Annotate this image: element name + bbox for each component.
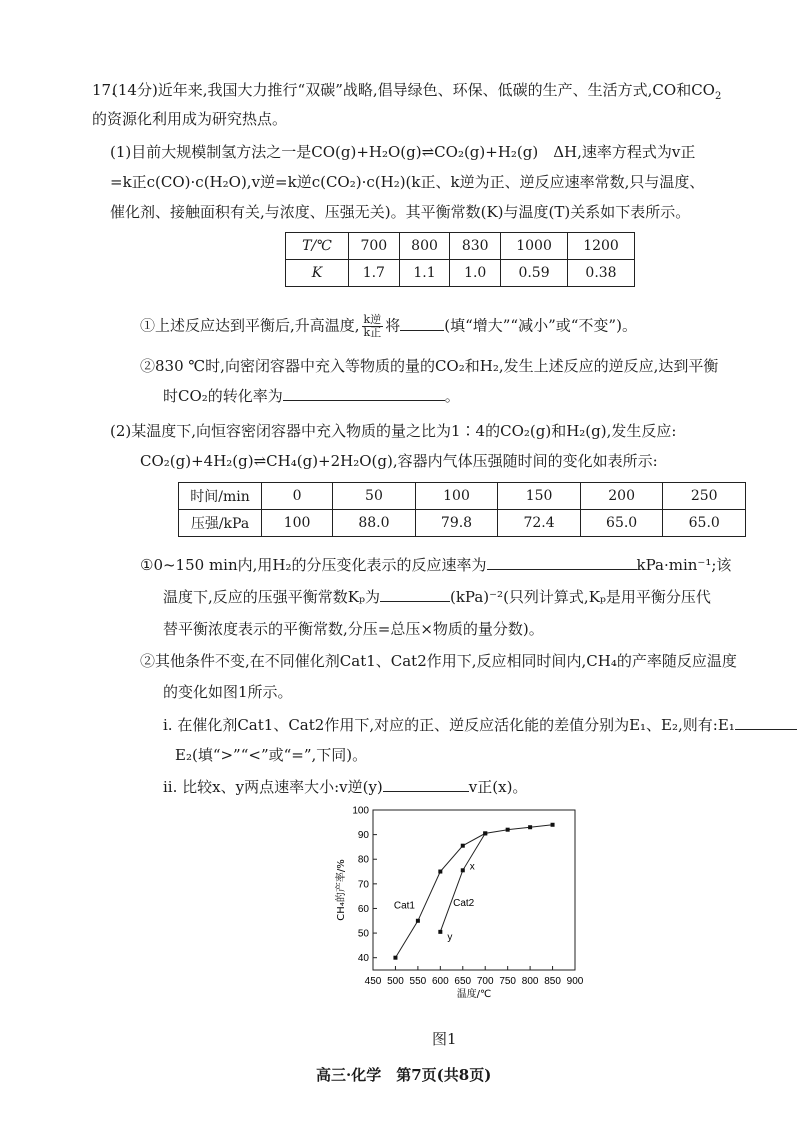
data-point-cat1 <box>461 844 465 848</box>
answer-blank[interactable] <box>283 386 445 401</box>
data-point-cat1 <box>528 825 532 829</box>
data-point-cat1 <box>393 956 397 960</box>
table-cell: 1.0 <box>450 260 501 287</box>
pressure-time-table <box>178 482 746 537</box>
y-tick-label: 90 <box>357 830 369 842</box>
table-cell: 150 <box>498 483 581 510</box>
y-tick-label: 60 <box>357 903 369 915</box>
table-cell: 65.0 <box>663 510 746 537</box>
data-point-cat1 <box>438 870 442 874</box>
data-point-cat1 <box>551 823 555 827</box>
sub-question-i-line-1: i. 在催化剂Cat1、Cat2作用下,对应的正、逆反应活化能的差值分别为E₁、E₂,则有:E₁ <box>163 715 797 735</box>
intro-line-1: (14分)近年来,我国大力推行“双碳”战略,倡导绿色、环保、低碳的生产、生活方式,CO和$CO_2$ <box>112 81 722 102</box>
series-line-cat1 <box>395 825 552 958</box>
series-label-cat1: Cat1 <box>393 900 415 912</box>
table-cell: 0.38 <box>568 260 635 287</box>
table-cell: 100 <box>262 510 333 537</box>
x-tick-label: 850 <box>544 976 561 987</box>
table-cell: 1.1 <box>399 260 450 287</box>
x-tick-label: 700 <box>476 976 494 987</box>
point-label-y: y <box>447 931 453 943</box>
table-row-label: 压强/kPa <box>179 510 262 537</box>
y-tick-label: 80 <box>357 854 369 866</box>
table-cell: 800 <box>399 233 450 260</box>
point-label-x: x <box>469 861 475 873</box>
figure-caption: 图1 <box>432 1030 457 1048</box>
part1-line-2: =k正c(CO)·c(H₂O),v逆=k逆c(CO₂)·c(H₂)(k正、k逆为正、逆反应速率常数,只与温度、 <box>110 173 705 191</box>
part1-question-2-line-2: 时CO₂的转化率为 。 <box>163 387 460 405</box>
table-cell: 65.0 <box>580 510 663 537</box>
table-cell: 830 <box>450 233 501 260</box>
table-cell: 1.7 <box>349 260 400 287</box>
data-point-cat1 <box>416 919 420 923</box>
data-point-cat1 <box>506 828 510 832</box>
table-row-label: K <box>286 260 349 287</box>
question-number: 17. <box>92 81 116 99</box>
intro-line-2: 的资源化利用成为研究热点。 <box>92 110 288 128</box>
x-tick-label: 750 <box>499 976 517 987</box>
x-axis-label: 温度/℃ <box>456 989 492 1000</box>
x-tick-label: 650 <box>454 976 472 987</box>
y-tick-label: 40 <box>357 953 369 965</box>
x-tick-label: 450 <box>364 976 382 987</box>
series-line-cat2 <box>440 833 485 931</box>
answer-blank[interactable] <box>735 715 797 730</box>
y-axis-label: CH₄的产率/% <box>336 859 347 921</box>
table-cell: 1200 <box>568 233 635 260</box>
sub-question-ii: ii. 比较x、y两点速率大小:v逆(y) v正(x)。 <box>163 778 528 796</box>
x-tick-label: 500 <box>387 976 404 987</box>
table-cell: 0.59 <box>501 260 568 287</box>
part2-question-2-line-2: 的变化如图1所示。 <box>163 683 293 701</box>
part2-question-1-line-1: ①0~150 min内,用H₂的分压变化表示的反应速率为 kPa·min⁻¹;该 <box>140 556 732 574</box>
table-cell: 0 <box>262 483 333 510</box>
data-point-cat2 <box>438 930 442 934</box>
table-cell: 88.0 <box>333 510 416 537</box>
table-cell: 100 <box>415 483 498 510</box>
series-label-cat2: Cat2 <box>453 898 475 909</box>
part2-line-2: CO₂(g)+4H₂(g)⇌CH₄(g)+2H₂O(g),容器内气体压强随时间的变化如表所示: <box>140 452 658 470</box>
answer-blank[interactable] <box>400 316 444 331</box>
part2-question-1-line-2: 温度下,反应的压强平衡常数Kₚ为 (kPa)⁻²(只列计算式,Kₚ是用平衡分压代 <box>163 588 711 606</box>
part1-line-1: (1)目前大规模制氢方法之一是CO(g)+H₂O(g)⇌CO₂(g)+H₂(g) ΔH,速率方程式为v正 <box>110 143 696 161</box>
answer-blank[interactable] <box>383 777 469 792</box>
rate-constant-fraction: $\frac{\text{k逆}}{\text{k正}}$ <box>363 313 382 339</box>
k-temperature-table <box>285 232 635 287</box>
answer-blank[interactable] <box>487 555 637 570</box>
table-cell: 250 <box>663 483 746 510</box>
part2-line-1: (2)某温度下,向恒容密闭容器中充入物质的量之比为1∶4的CO₂(g)和H₂(g),发生反应: <box>110 422 677 440</box>
y-tick-label: 100 <box>352 805 369 817</box>
x-tick-label: 550 <box>409 976 427 987</box>
answer-blank[interactable] <box>380 587 450 602</box>
ch4-yield-chart <box>330 800 610 1050</box>
y-tick-label: 70 <box>357 879 369 891</box>
part1-question-1: ①上述反应达到平衡后,升高温度, $\frac{\text{k逆}}{\text{k正}}$ 将 (填“增大”“减小”或“不变”)。 <box>140 313 637 339</box>
table-header-label: 时间/min <box>179 483 262 510</box>
sub-question-i-line-2: E₂(填“>”“<”或“=”,下同)。 <box>175 746 368 764</box>
x-tick-label: 800 <box>521 976 539 987</box>
part2-question-2-line-1: ②其他条件不变,在不同催化剂Cat1、Cat2作用下,反应相同时间内,CH₄的产率随反应温度 <box>140 652 737 670</box>
table-cell: 79.8 <box>415 510 498 537</box>
table-cell: 50 <box>333 483 416 510</box>
table-cell: 200 <box>580 483 663 510</box>
table-cell: 72.4 <box>498 510 581 537</box>
data-point-cat2 <box>461 868 465 872</box>
table-header-label: T/℃ <box>286 233 349 260</box>
table-cell: 1000 <box>501 233 568 260</box>
x-tick-label: 900 <box>566 976 584 987</box>
part1-question-2-line-1: ②830 ℃时,向密闭容器中充入等物质的量的CO₂和H₂,发生上述反应的逆反应,达到平衡 <box>140 357 719 375</box>
plot-frame <box>373 810 575 970</box>
x-tick-label: 600 <box>431 976 449 987</box>
page-footer: 高三·化学 第7页(共8页) <box>316 1066 492 1084</box>
table-cell: 700 <box>349 233 400 260</box>
data-point-cat2 <box>483 831 487 835</box>
part2-question-1-line-3: 替平衡浓度表示的平衡常数,分压=总压×物质的量分数)。 <box>163 620 544 638</box>
part1-line-3: 催化剂、接触面积有关,与浓度、压强无关)。其平衡常数(K)与温度(T)关系如下表所示。 <box>110 203 691 221</box>
y-tick-label: 50 <box>357 928 369 940</box>
